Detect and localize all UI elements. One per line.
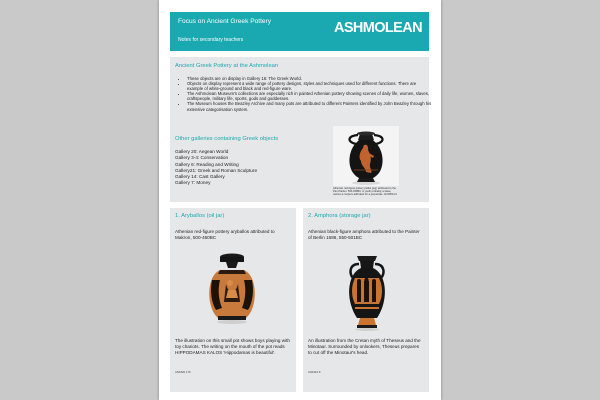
amphora-attribution: Athenian black-figure amphora attributed to the Painter of Berlin 1686, 550-501BC (308, 229, 420, 240)
bullet-item: • Objects on display represent a wide range of pottery designs, styles and techniques used for different functions. There are example of white-ground and black and red-figure ware. (187, 81, 433, 91)
gallery-item: Gallery 6: Reading and Writing (175, 161, 239, 167)
aryballos-attribution: Athenian red-figure pottery aryballos attributed to Makron, 500-450BC (175, 229, 275, 240)
gallery-item: Gallery21: Greek and Roman Sculpture (175, 167, 258, 173)
gallery-item: Gallery 20: Aegean World (175, 149, 229, 154)
document-title: Focus on Ancient Greek Pottery (178, 18, 272, 25)
gallery-item: Gallery 14: Cast Gallery (175, 174, 225, 180)
gallery-item: Gallery 7: Money (175, 180, 211, 186)
aryballos-heading: 1. Aryballos (oil jar) (175, 213, 225, 219)
amphora-description: An illustration from the Cretan myth of Theseus and the Minotaur. Surrounded by onlookers, Theseus prepares to cut off the Minotaur's head. (308, 338, 421, 355)
amphora-reference: AN1919.8 (308, 370, 321, 374)
intro-bullet-list (175, 76, 433, 112)
document-subtitle: Notes for secondary teachers (178, 37, 244, 43)
aryballos-description: The illustration on this small pot shows boys playing with toy chariots. The writing on the mouth of the pot reads HIPPODAMAS KALOS 'Hippodamas is beautiful'. (175, 338, 290, 355)
aryballos-section (170, 208, 296, 392)
aryballos-photo (200, 250, 264, 326)
intro-section (170, 57, 432, 202)
ashmolean-logo: ASHMOLEAN (333, 20, 422, 36)
document-page (159, 0, 441, 400)
amphora-heading: 2. Amphora (storage jar) (308, 213, 371, 219)
amphora-photo (341, 252, 393, 332)
amphora-section (303, 208, 429, 392)
gallery-list (175, 149, 325, 187)
bullet-item: • The Ashmolean Museum's collections are especially rich in painted Athenian pottery showing scenes of daily life, women, slaves, craftspeople, military life, sports, gods and goddesses. (187, 91, 433, 101)
bullet-item: • The Museum houses the Beazley Archive and many pots are attributed to different Painters identified by John Beazley through his extensive categorisation system. (187, 101, 433, 111)
bullet-item: • These objects are on display in Gallery 16: The Greek World. (187, 76, 433, 81)
gallery-item: Gallery 3-4: Conservation (175, 155, 229, 161)
title-banner (170, 12, 429, 51)
pelike-caption: Athenian red-figure pottery pelike (jug) attributed to the Pan Painter. 500-450BC. A youth probably a slave, carries a coopers add label for a perpetrate. AN1950.21 (333, 187, 397, 197)
aryballos-reference: AN1820.176 (175, 370, 191, 374)
pelike-photo (333, 126, 399, 186)
intro-heading: Ancient Greek Pottery at the Ashmolean (175, 63, 279, 69)
galleries-heading: Other galleries containing Greek objects (175, 136, 279, 142)
